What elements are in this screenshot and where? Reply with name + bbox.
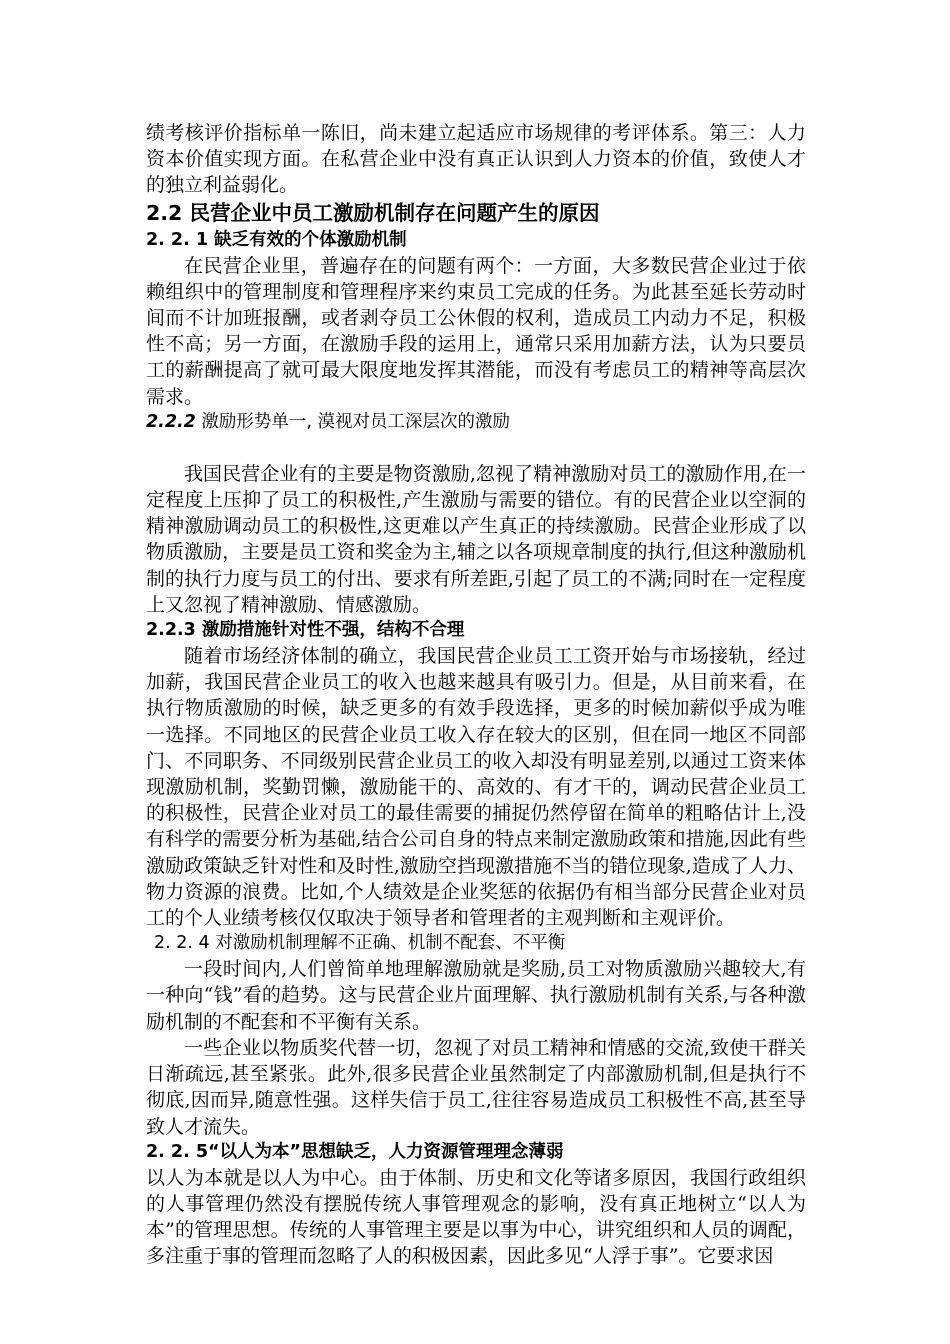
section-2-2-2-heading: [146, 410, 806, 435]
blank-line: [146, 435, 806, 461]
section-2-2-4-heading: 2. 2. 4 对激励机制理解不正确、机制不配套、不平衡: [154, 933, 566, 954]
section-2-2-1-paragraph: 在民营企业里，普遍存在的问题有两个：一方面，大多数民营企业过于依赖组织中的管理制度和管理程序来约束员工完成的任务。为此甚至延长劳动时间而不计加班报酬，或者剥夺员工公休假的权利，造成员工内动力不足，积极性不高；另一方面，在激励手段的运用上，通常只采用加薪方法，认为只要员工的薪酬提高了就可最大限度地发挥其潜能，而没有考虑员工的精神等高层次需求。: [146, 254, 806, 408]
section-2-2-2-number: 2.2.2: [146, 411, 196, 432]
section-2-2-heading: 2.2 民营企业中员工激励机制存在问题产生的原因: [146, 200, 600, 225]
document-body: [146, 120, 806, 1270]
section-2-2-2-paragraph: 我国民营企业有的主要是物资激励,忽视了精神激励对员工的激励作用,在一定程度上压抑了员工的积极性,产生激励与需要的错位。有的民营企业以空洞的精神激励调动员工的积极性,这更难以产生真正的持续激励。民营企业形成了以物质激励，主要是员工资和奖金为主,辅之以各项规章制度的执行,但这种激励机制的执行力度与员工的付出、要求有所差距,引起了员工的不满;同时在一定程度上又忽视了精神激励、情感激励。: [146, 462, 806, 616]
section-2-2-3-heading: 2.2.3 激励措施针对性不强，结构不合理: [146, 620, 465, 641]
section-2-2-2-title: 激励形势单一, 漠视对员工深层次的激励: [195, 411, 511, 432]
section-2-2-5-heading: 2. 2. 5“以人为本”思想缺乏，人力资源管理理念薄弱: [146, 1141, 564, 1162]
section-2-2-3-paragraph: 随着市场经济体制的确立，我国民营企业员工工资开始与市场接轨，经过加薪，我国民营企业员工的收入也越来越具有吸引力。但是，从目前来看，在执行物质激励的时候，缺乏更多的有效手段选择，更多的时候加薪似乎成为唯一选择。不同地区的民营企业员工收入存在较大的区别，但在同一地区不同部门、不同职务、不同级别民营企业员工的收入却没有明显差别,以通过工资来体现激励机制，奖勤罚懒，激励能干的、高效的、有才干的，调动民营企业员工的积极性，民营企业对员工的最佳需要的捕捉仍然停留在简单的粗略估计上,没有科学的需要分析为基础,结合公司自身的特点来制定激励政策和措施,因此有些激励政策缺乏针对性和及时性,激励空挡现激措施不当的错位现象,造成了人力、物力资源的浪费。比如,个人绩效是企业奖惩的依据仍有相当部分民营企业对员工的个人业绩考核仅仅取决于领导者和管理者的主观判断和主观评价。: [146, 645, 806, 930]
section-2-2-1-heading: 2. 2. 1 缺乏有效的个体激励机制: [146, 229, 407, 250]
intro-paragraph: 绩考核评价指标单一陈旧，尚未建立起适应市场规律的考评体系。第三：人力资本价值实现方面。在私营企业中没有真正认识到人力资本的价值，致使人才的独立利益弱化。: [146, 122, 806, 197]
section-2-2-4-paragraph-2: 一些企业以物质奖代替一切，忽视了对员工精神和情感的交流,致使干群关日渐疏远,甚至紧张。此外,很多民营企业虽然制定了内部激励机制,但是执行不彻底,因而异,随意性强。这样失信于员工,往往容易造成员工积极性不高,甚至导致人才流失。: [146, 1036, 806, 1138]
section-2-2-4-paragraph-1: 一段时间内,人们曾简单地理解激励就是奖励,员工对物质激励兴趣较大,有一种向“钱”看的趋势。这与民营企业片面理解、执行激励机制有关系,与各种激励机制的不配套和不平衡有关系。: [146, 958, 806, 1033]
section-2-2-5-paragraph: 以人为本就是以人为中心。由于体制、历史和文化等诸多原因，我国行政组织的人事管理仍然没有摆脱传统人事管理观念的影响，没有真正地树立“以人为本”的管理思想。传统的人事管理主要是以事为中心，讲究组织和人员的调配，多注重于事的管理而忽略了人的积极因素，因此多见“人浮于事”。它要求因: [146, 1166, 806, 1268]
